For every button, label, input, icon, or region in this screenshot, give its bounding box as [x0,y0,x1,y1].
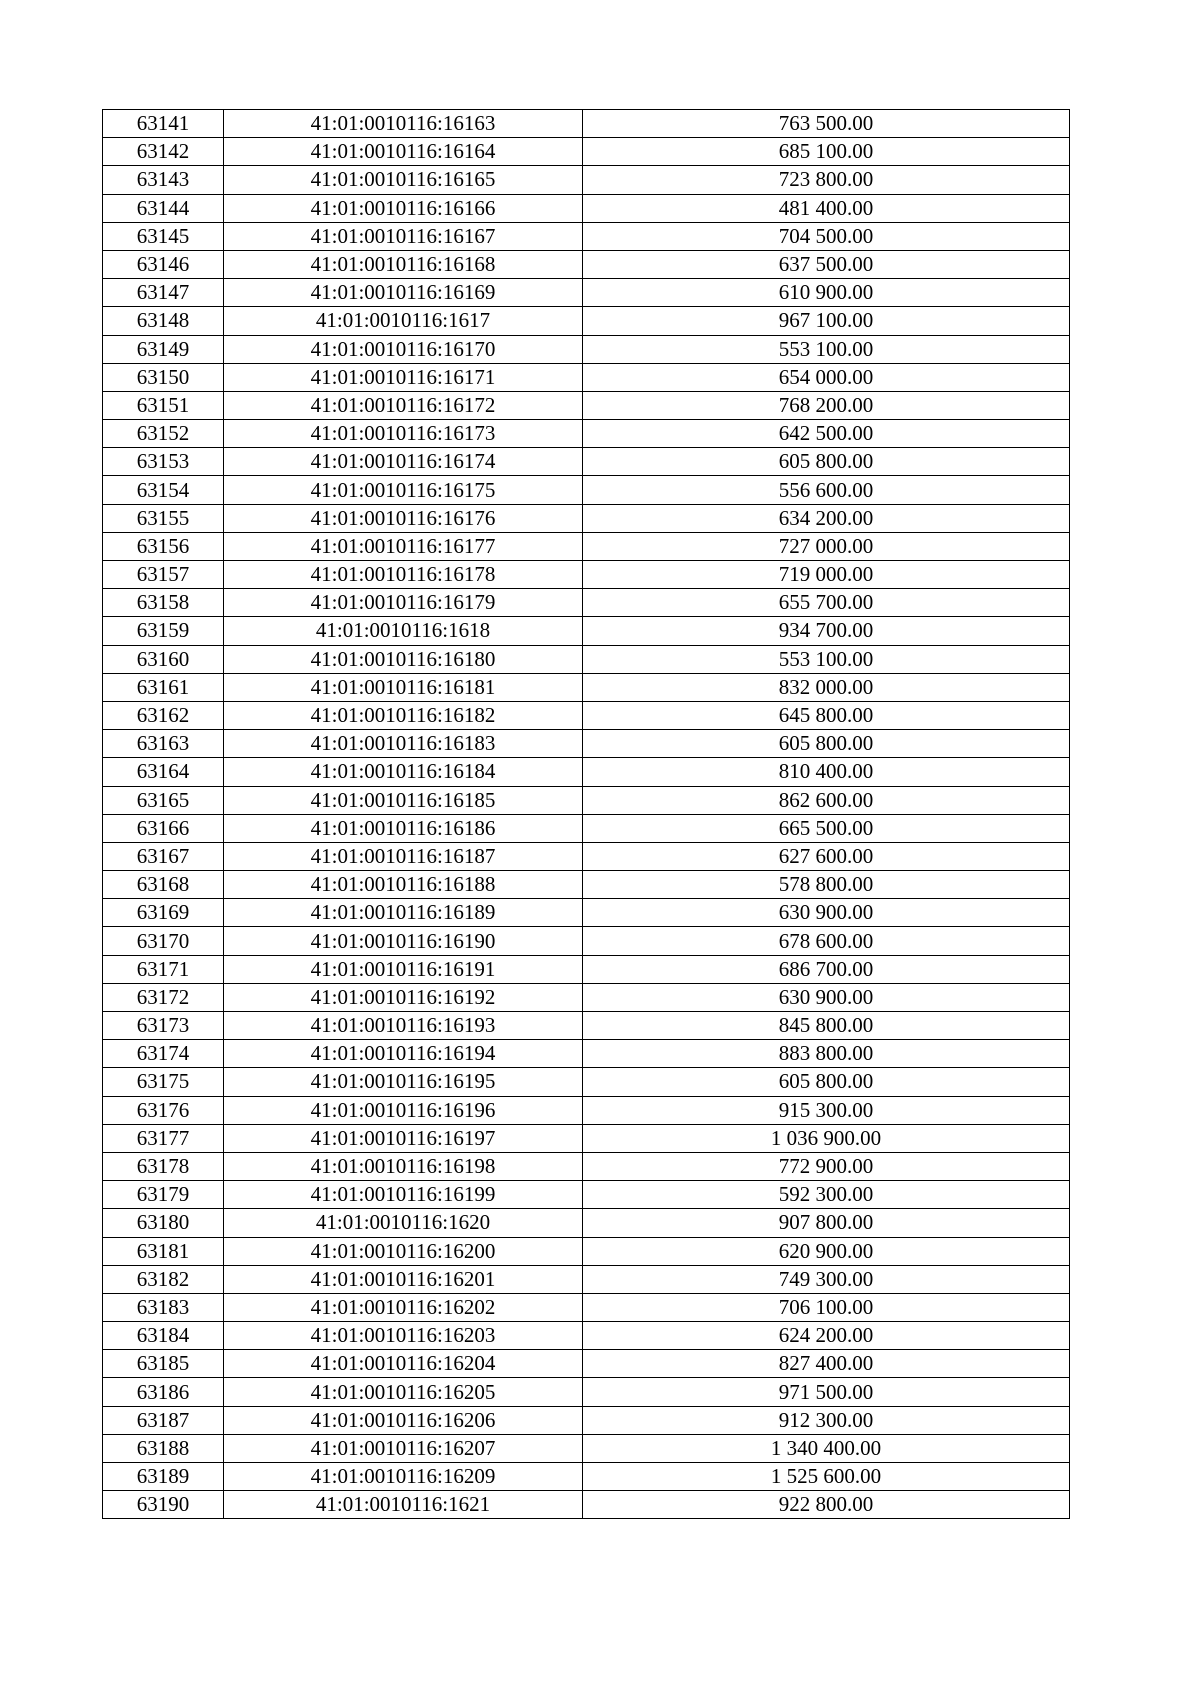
row-number-cell: 63175 [103,1068,224,1096]
cadastral-value-cell: 686 700.00 [583,955,1070,983]
cadastral-value-cell: 553 100.00 [583,645,1070,673]
row-number-cell: 63187 [103,1406,224,1434]
row-number-cell: 63188 [103,1434,224,1462]
cadastral-value-cell: 610 900.00 [583,279,1070,307]
cadastral-value-cell: 1 340 400.00 [583,1434,1070,1462]
table-row [103,335,1070,363]
cadastral-number-cell: 41:01:0010116:16184 [224,758,583,786]
cadastral-value-cell: 630 900.00 [583,899,1070,927]
row-number-cell: 63145 [103,222,224,250]
cadastral-number-cell: 41:01:0010116:16207 [224,1434,583,1462]
cadastral-number-cell: 41:01:0010116:16185 [224,786,583,814]
cadastral-number-cell: 41:01:0010116:16176 [224,504,583,532]
row-number-cell: 63185 [103,1350,224,1378]
cadastral-value-cell: 719 000.00 [583,561,1070,589]
cadastral-number-cell: 41:01:0010116:16178 [224,561,583,589]
row-number-cell: 63164 [103,758,224,786]
table-row [103,617,1070,645]
cadastral-number-cell: 41:01:0010116:16164 [224,138,583,166]
table-row [103,673,1070,701]
table-row [103,1124,1070,1152]
cadastral-number-cell: 41:01:0010116:16183 [224,730,583,758]
table-row [103,448,1070,476]
table-row [103,307,1070,335]
table-row [103,138,1070,166]
cadastral-value-cell: 862 600.00 [583,786,1070,814]
cadastral-value-cell: 630 900.00 [583,983,1070,1011]
cadastral-number-cell: 41:01:0010116:16192 [224,983,583,1011]
row-number-cell: 63144 [103,194,224,222]
table-row [103,1096,1070,1124]
cadastral-number-cell: 41:01:0010116:16167 [224,222,583,250]
cadastral-value-cell: 578 800.00 [583,871,1070,899]
cadastral-number-cell: 41:01:0010116:16187 [224,842,583,870]
table-row [103,1237,1070,1265]
table-row [103,1040,1070,1068]
table-row [103,194,1070,222]
cadastral-value-cell: 553 100.00 [583,335,1070,363]
row-number-cell: 63151 [103,391,224,419]
table-row [103,1068,1070,1096]
row-number-cell: 63143 [103,166,224,194]
cadastral-number-cell: 41:01:0010116:1617 [224,307,583,335]
cadastral-value-cell: 727 000.00 [583,532,1070,560]
row-number-cell: 63165 [103,786,224,814]
table-row [103,166,1070,194]
cadastral-value-cell: 605 800.00 [583,1068,1070,1096]
row-number-cell: 63176 [103,1096,224,1124]
table-row [103,899,1070,927]
cadastral-number-cell: 41:01:0010116:16180 [224,645,583,673]
table-row [103,250,1070,278]
cadastral-number-cell: 41:01:0010116:16203 [224,1322,583,1350]
cadastral-value-cell: 1 036 900.00 [583,1124,1070,1152]
cadastral-number-cell: 41:01:0010116:1621 [224,1491,583,1519]
row-number-cell: 63189 [103,1463,224,1491]
cadastral-number-cell: 41:01:0010116:16174 [224,448,583,476]
row-number-cell: 63183 [103,1293,224,1321]
cadastral-number-cell: 41:01:0010116:16165 [224,166,583,194]
table-row [103,871,1070,899]
cadastral-number-cell: 41:01:0010116:16194 [224,1040,583,1068]
row-number-cell: 63166 [103,814,224,842]
cadastral-value-cell: 655 700.00 [583,589,1070,617]
cadastral-value-cell: 971 500.00 [583,1378,1070,1406]
row-number-cell: 63146 [103,250,224,278]
cadastral-number-cell: 41:01:0010116:16168 [224,250,583,278]
row-number-cell: 63173 [103,1012,224,1040]
cadastral-value-cell: 763 500.00 [583,110,1070,138]
cadastral-value-cell: 723 800.00 [583,166,1070,194]
cadastral-number-cell: 41:01:0010116:16170 [224,335,583,363]
cadastral-value-cell: 706 100.00 [583,1293,1070,1321]
cadastral-number-cell: 41:01:0010116:16186 [224,814,583,842]
cadastral-number-cell: 41:01:0010116:16190 [224,927,583,955]
table-row [103,1463,1070,1491]
cadastral-value-cell: 592 300.00 [583,1181,1070,1209]
cadastral-number-cell: 41:01:0010116:16200 [224,1237,583,1265]
table-row [103,758,1070,786]
cadastral-value-cell: 934 700.00 [583,617,1070,645]
cadastral-number-cell: 41:01:0010116:16172 [224,391,583,419]
cadastral-value-cell: 637 500.00 [583,250,1070,278]
cadastral-value-cell: 845 800.00 [583,1012,1070,1040]
cadastral-number-cell: 41:01:0010116:16199 [224,1181,583,1209]
cadastral-value-cell: 922 800.00 [583,1491,1070,1519]
row-number-cell: 63148 [103,307,224,335]
cadastral-number-cell: 41:01:0010116:16175 [224,476,583,504]
cadastral-number-cell: 41:01:0010116:16163 [224,110,583,138]
cadastral-number-cell: 41:01:0010116:16196 [224,1096,583,1124]
row-number-cell: 63174 [103,1040,224,1068]
cadastral-number-cell: 41:01:0010116:16197 [224,1124,583,1152]
cadastral-number-cell: 41:01:0010116:16204 [224,1350,583,1378]
cadastral-number-cell: 41:01:0010116:16177 [224,532,583,560]
cadastral-value-cell: 627 600.00 [583,842,1070,870]
row-number-cell: 63162 [103,701,224,729]
table-row [103,955,1070,983]
row-number-cell: 63153 [103,448,224,476]
table-row [103,279,1070,307]
table-row [103,1209,1070,1237]
row-number-cell: 63150 [103,363,224,391]
cadastral-value-cell: 654 000.00 [583,363,1070,391]
row-number-cell: 63171 [103,955,224,983]
cadastral-number-cell: 41:01:0010116:16206 [224,1406,583,1434]
cadastral-value-cell: 634 200.00 [583,504,1070,532]
table-row [103,786,1070,814]
cadastral-number-cell: 41:01:0010116:1618 [224,617,583,645]
cadastral-number-cell: 41:01:0010116:16193 [224,1012,583,1040]
table-row [103,1322,1070,1350]
cadastral-value-cell: 832 000.00 [583,673,1070,701]
cadastral-value-cell: 967 100.00 [583,307,1070,335]
cadastral-number-cell: 41:01:0010116:16173 [224,420,583,448]
cadastral-number-cell: 41:01:0010116:16198 [224,1152,583,1180]
cadastral-value-cell: 1 525 600.00 [583,1463,1070,1491]
row-number-cell: 63186 [103,1378,224,1406]
row-number-cell: 63172 [103,983,224,1011]
cadastral-number-cell: 41:01:0010116:16188 [224,871,583,899]
cadastral-value-cell: 827 400.00 [583,1350,1070,1378]
cadastral-value-cell: 642 500.00 [583,420,1070,448]
row-number-cell: 63161 [103,673,224,701]
table-row [103,1293,1070,1321]
cadastral-value-cell: 907 800.00 [583,1209,1070,1237]
table-row [103,927,1070,955]
cadastral-value-cell: 915 300.00 [583,1096,1070,1124]
cadastral-number-cell: 41:01:0010116:16205 [224,1378,583,1406]
row-number-cell: 63169 [103,899,224,927]
table-row [103,1491,1070,1519]
cadastral-value-cell: 665 500.00 [583,814,1070,842]
table-row [103,1406,1070,1434]
cadastral-number-cell: 41:01:0010116:16189 [224,899,583,927]
cadastral-value-cell: 810 400.00 [583,758,1070,786]
cadastral-number-cell: 41:01:0010116:16179 [224,589,583,617]
table-row [103,110,1070,138]
row-number-cell: 63177 [103,1124,224,1152]
row-number-cell: 63180 [103,1209,224,1237]
row-number-cell: 63170 [103,927,224,955]
row-number-cell: 63168 [103,871,224,899]
cadastral-value-cell: 556 600.00 [583,476,1070,504]
row-number-cell: 63181 [103,1237,224,1265]
row-number-cell: 63160 [103,645,224,673]
table-row [103,504,1070,532]
table-row [103,1350,1070,1378]
cadastral-value-cell: 704 500.00 [583,222,1070,250]
row-number-cell: 63163 [103,730,224,758]
table-row [103,645,1070,673]
cadastral-number-cell: 41:01:0010116:16191 [224,955,583,983]
table-row [103,701,1070,729]
row-number-cell: 63190 [103,1491,224,1519]
table-row [103,1378,1070,1406]
table-row [103,222,1070,250]
row-number-cell: 63156 [103,532,224,560]
row-number-cell: 63182 [103,1265,224,1293]
cadastral-value-cell: 605 800.00 [583,730,1070,758]
cadastral-number-cell: 41:01:0010116:16166 [224,194,583,222]
row-number-cell: 63155 [103,504,224,532]
cadastral-number-cell: 41:01:0010116:16181 [224,673,583,701]
table-row [103,1152,1070,1180]
cadastral-number-cell: 41:01:0010116:1620 [224,1209,583,1237]
table-row [103,983,1070,1011]
row-number-cell: 63154 [103,476,224,504]
cadastral-value-cell: 883 800.00 [583,1040,1070,1068]
cadastral-number-cell: 41:01:0010116:16195 [224,1068,583,1096]
cadastral-value-cell: 749 300.00 [583,1265,1070,1293]
table-row [103,363,1070,391]
cadastral-value-cell: 620 900.00 [583,1237,1070,1265]
row-number-cell: 63167 [103,842,224,870]
row-number-cell: 63178 [103,1152,224,1180]
cadastral-value-cell: 645 800.00 [583,701,1070,729]
table-row [103,1434,1070,1462]
table-row [103,561,1070,589]
cadastral-value-cell: 768 200.00 [583,391,1070,419]
cadastral-number-cell: 41:01:0010116:16171 [224,363,583,391]
row-number-cell: 63184 [103,1322,224,1350]
table-body [103,110,1070,1519]
cadastral-value-cell: 624 200.00 [583,1322,1070,1350]
table-row [103,476,1070,504]
cadastral-number-cell: 41:01:0010116:16201 [224,1265,583,1293]
cadastral-number-cell: 41:01:0010116:16202 [224,1293,583,1321]
table-row [103,814,1070,842]
table-row [103,730,1070,758]
cadastral-value-cell: 685 100.00 [583,138,1070,166]
row-number-cell: 63159 [103,617,224,645]
table-row [103,420,1070,448]
table-row [103,391,1070,419]
cadastral-value-table [102,109,1070,1519]
cadastral-number-cell: 41:01:0010116:16209 [224,1463,583,1491]
row-number-cell: 63141 [103,110,224,138]
table-row [103,842,1070,870]
row-number-cell: 63158 [103,589,224,617]
cadastral-value-cell: 678 600.00 [583,927,1070,955]
cadastral-number-cell: 41:01:0010116:16169 [224,279,583,307]
cadastral-number-cell: 41:01:0010116:16182 [224,701,583,729]
row-number-cell: 63149 [103,335,224,363]
row-number-cell: 63147 [103,279,224,307]
row-number-cell: 63142 [103,138,224,166]
cadastral-value-cell: 605 800.00 [583,448,1070,476]
table-row [103,532,1070,560]
row-number-cell: 63157 [103,561,224,589]
table-row [103,1012,1070,1040]
cadastral-value-cell: 912 300.00 [583,1406,1070,1434]
table-row [103,589,1070,617]
cadastral-value-cell: 481 400.00 [583,194,1070,222]
row-number-cell: 63152 [103,420,224,448]
row-number-cell: 63179 [103,1181,224,1209]
cadastral-value-cell: 772 900.00 [583,1152,1070,1180]
table-row [103,1181,1070,1209]
table-row [103,1265,1070,1293]
